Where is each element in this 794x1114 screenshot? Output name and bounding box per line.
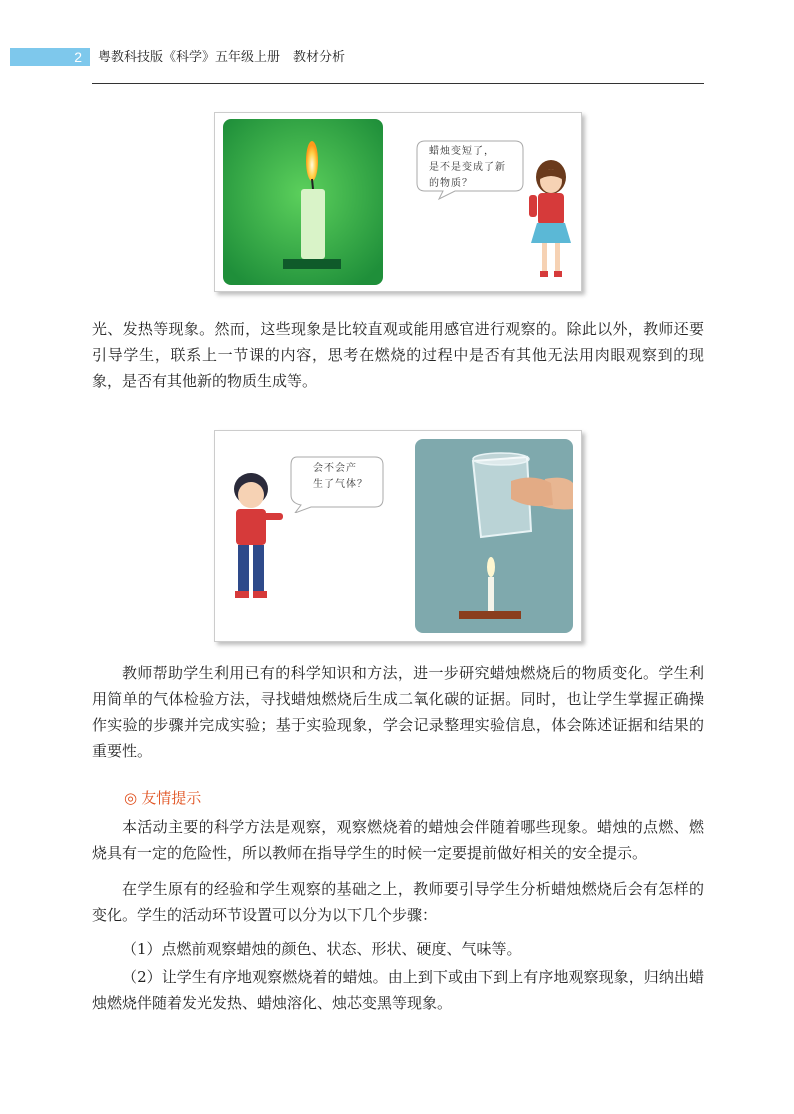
step-2: （2）让学生有序地观察燃烧着的蜡烛。由上到下或由下到上有序地观察现象，归纳出蜡烛燃烧伴随着发光发热、蜡烛溶化、烛芯变黑等现象。 — [92, 968, 704, 1012]
speech-text — [429, 144, 506, 192]
glass-candle-photo — [415, 439, 573, 633]
tip-paragraph: 本活动主要的科学方法是观察，观察燃烧着的蜡烛会伴随着哪些现象。蜡烛的点燃、燃烧具有一定的危险性，所以教师在指导学生的时候一定要提前做好相关的安全提示。 — [92, 818, 704, 862]
speech-line: 的物质？ — [429, 178, 473, 189]
paragraph-3: 在学生原有的经验和学生观察的基础之上，教师要引导学生分析蜡烛燃烧后会有怎样的变化。学生的活动环节设置可以分为以下几个步骤： — [92, 880, 704, 924]
glass-candle-illustration — [415, 439, 573, 633]
page-header — [0, 0, 794, 90]
page-number: 2 — [10, 48, 90, 66]
speech-line: 生了气体？ — [313, 479, 368, 490]
candle-photo — [223, 119, 383, 285]
paragraph-1: 光、发热等现象。然而，这些现象是比较直观或能用感官进行观察的。除此以外，教师还要引导学生，联系上一节课的内容，思考在燃烧的过程中是否有其他无法用肉眼观察到的现象，是否有其他新的物质生成等。 — [92, 320, 704, 390]
step-1: （1）点燃前观察蜡烛的颜色、状态、形状、硬度、气味等。 — [122, 940, 522, 958]
header-rule — [92, 83, 704, 84]
candle-illustration — [223, 119, 383, 285]
speech-text — [313, 461, 368, 493]
running-title: 粤教科技版《科学》五年级上册 教材分析 — [98, 49, 346, 64]
paragraph-2: 教师帮助学生利用已有的科学知识和方法，进一步研究蜡烛燃烧后的物质变化。学生利用简单的气体检验方法，寻找蜡烛燃烧后生成二氧化碳的证据。同时，也让学生掌握正确操作实验的步骤并完成实验；基于实验现象，学会记录整理实验信息，体会陈述证据和结果的重要性。 — [92, 664, 704, 760]
figure-glass-candle-boy — [214, 430, 582, 642]
speech-line: 蜡烛变短了， — [429, 146, 495, 157]
girl-illustration — [525, 157, 577, 283]
speech-line: 会不会产 — [313, 463, 357, 474]
tip-heading: ◎ 友情提示 — [124, 790, 202, 807]
speech-line: 是不是变成了新 — [429, 162, 506, 173]
boy-illustration — [223, 467, 287, 607]
figure-candle-girl — [214, 112, 582, 292]
